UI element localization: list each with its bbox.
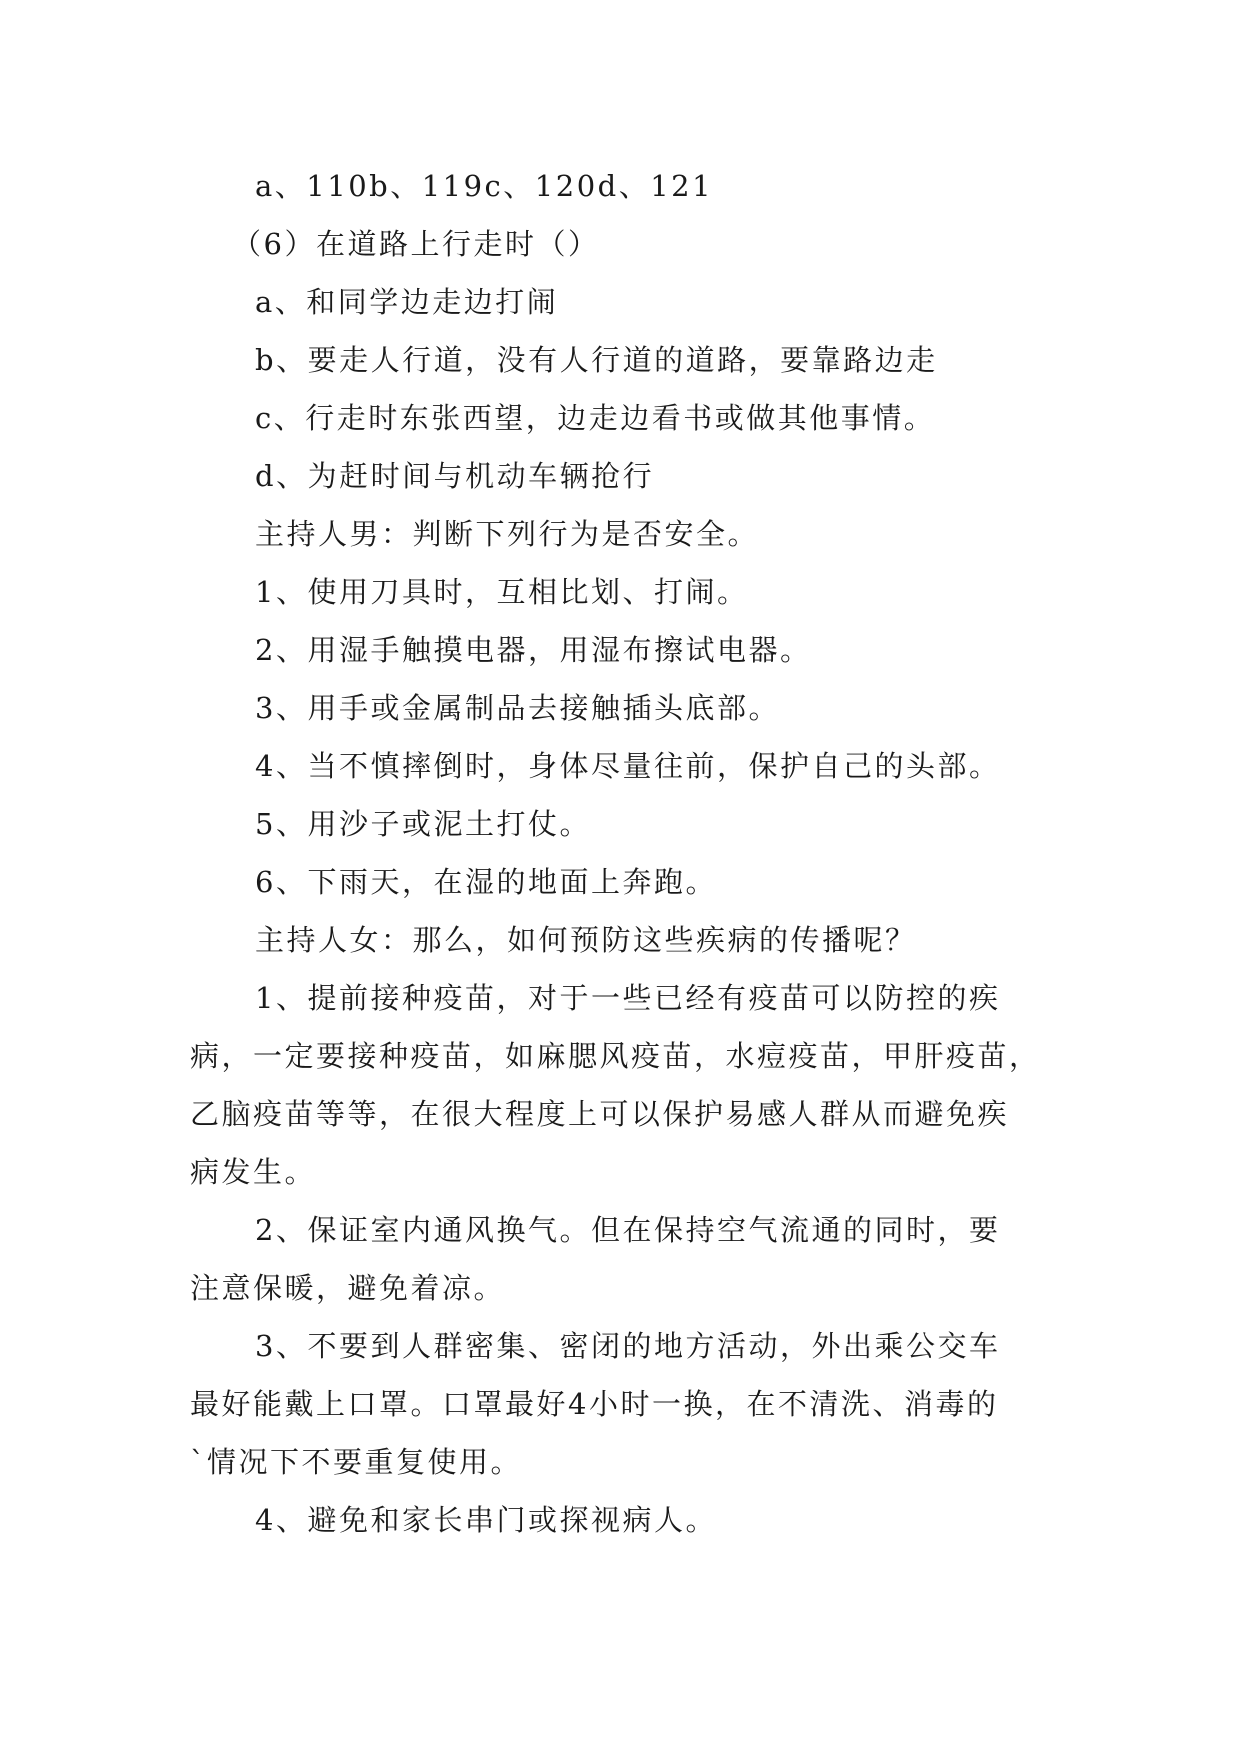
- text-line: d、为赶时间与机动车辆抢行: [255, 459, 655, 493]
- text-line: 2、保证室内通风换气。但在保持空气流通的同时，要: [255, 1213, 1001, 1247]
- text-line: 注意保暖，避免着凉。: [190, 1271, 506, 1305]
- text-line: 乙脑疫苗等等，在很大程度上可以保护易感人群从而避免疾: [190, 1097, 1010, 1131]
- text-line: 3、不要到人群密集、密闭的地方活动，外出乘公交车: [255, 1329, 1001, 1363]
- text-line: b、要走人行道，没有人行道的道路，要靠路边走: [255, 343, 938, 377]
- text-line: 病，一定要接种疫苗，如麻腮风疫苗，水痘疫苗，甲肝疫苗，: [190, 1039, 1041, 1073]
- text-line: 5、用沙子或泥土打仗。: [255, 807, 591, 841]
- text-line: 6、下雨天，在湿的地面上奔跑。: [255, 865, 717, 899]
- text-line: 最好能戴上口罩。口罩最好4小时一换，在不清洗、消毒的: [190, 1387, 999, 1421]
- text-line: a、和同学边走边打闹: [255, 285, 559, 319]
- text-line: c、行走时东张西望，边走边看书或做其他事情。: [255, 401, 936, 435]
- text-line: 4、当不慎摔倒时，身体尽量往前，保护自己的头部。: [255, 749, 1001, 783]
- text-line: `情况下不要重复使用。: [190, 1445, 523, 1479]
- text-line: 3、用手或金属制品去接触插头底部。: [255, 691, 780, 725]
- text-line: 主持人女：那么，如何预防这些疾病的传播呢？: [255, 923, 917, 957]
- text-line: 1、提前接种疫苗，对于一些已经有疫苗可以防控的疾: [255, 981, 1001, 1015]
- text-line: 2、用湿手触摸电器，用湿布擦试电器。: [255, 633, 812, 667]
- text-line: 病发生。: [190, 1155, 317, 1189]
- text-line: （6）在道路上行走时（）: [232, 227, 600, 261]
- text-line: 4、避免和家长串门或探视病人。: [255, 1503, 717, 1537]
- text-line: 1、使用刀具时，互相比划、打闹。: [255, 575, 749, 609]
- text-line: 主持人男：判断下列行为是否安全。: [255, 517, 760, 551]
- text-line: a、110b、119c、120d、121: [255, 169, 714, 203]
